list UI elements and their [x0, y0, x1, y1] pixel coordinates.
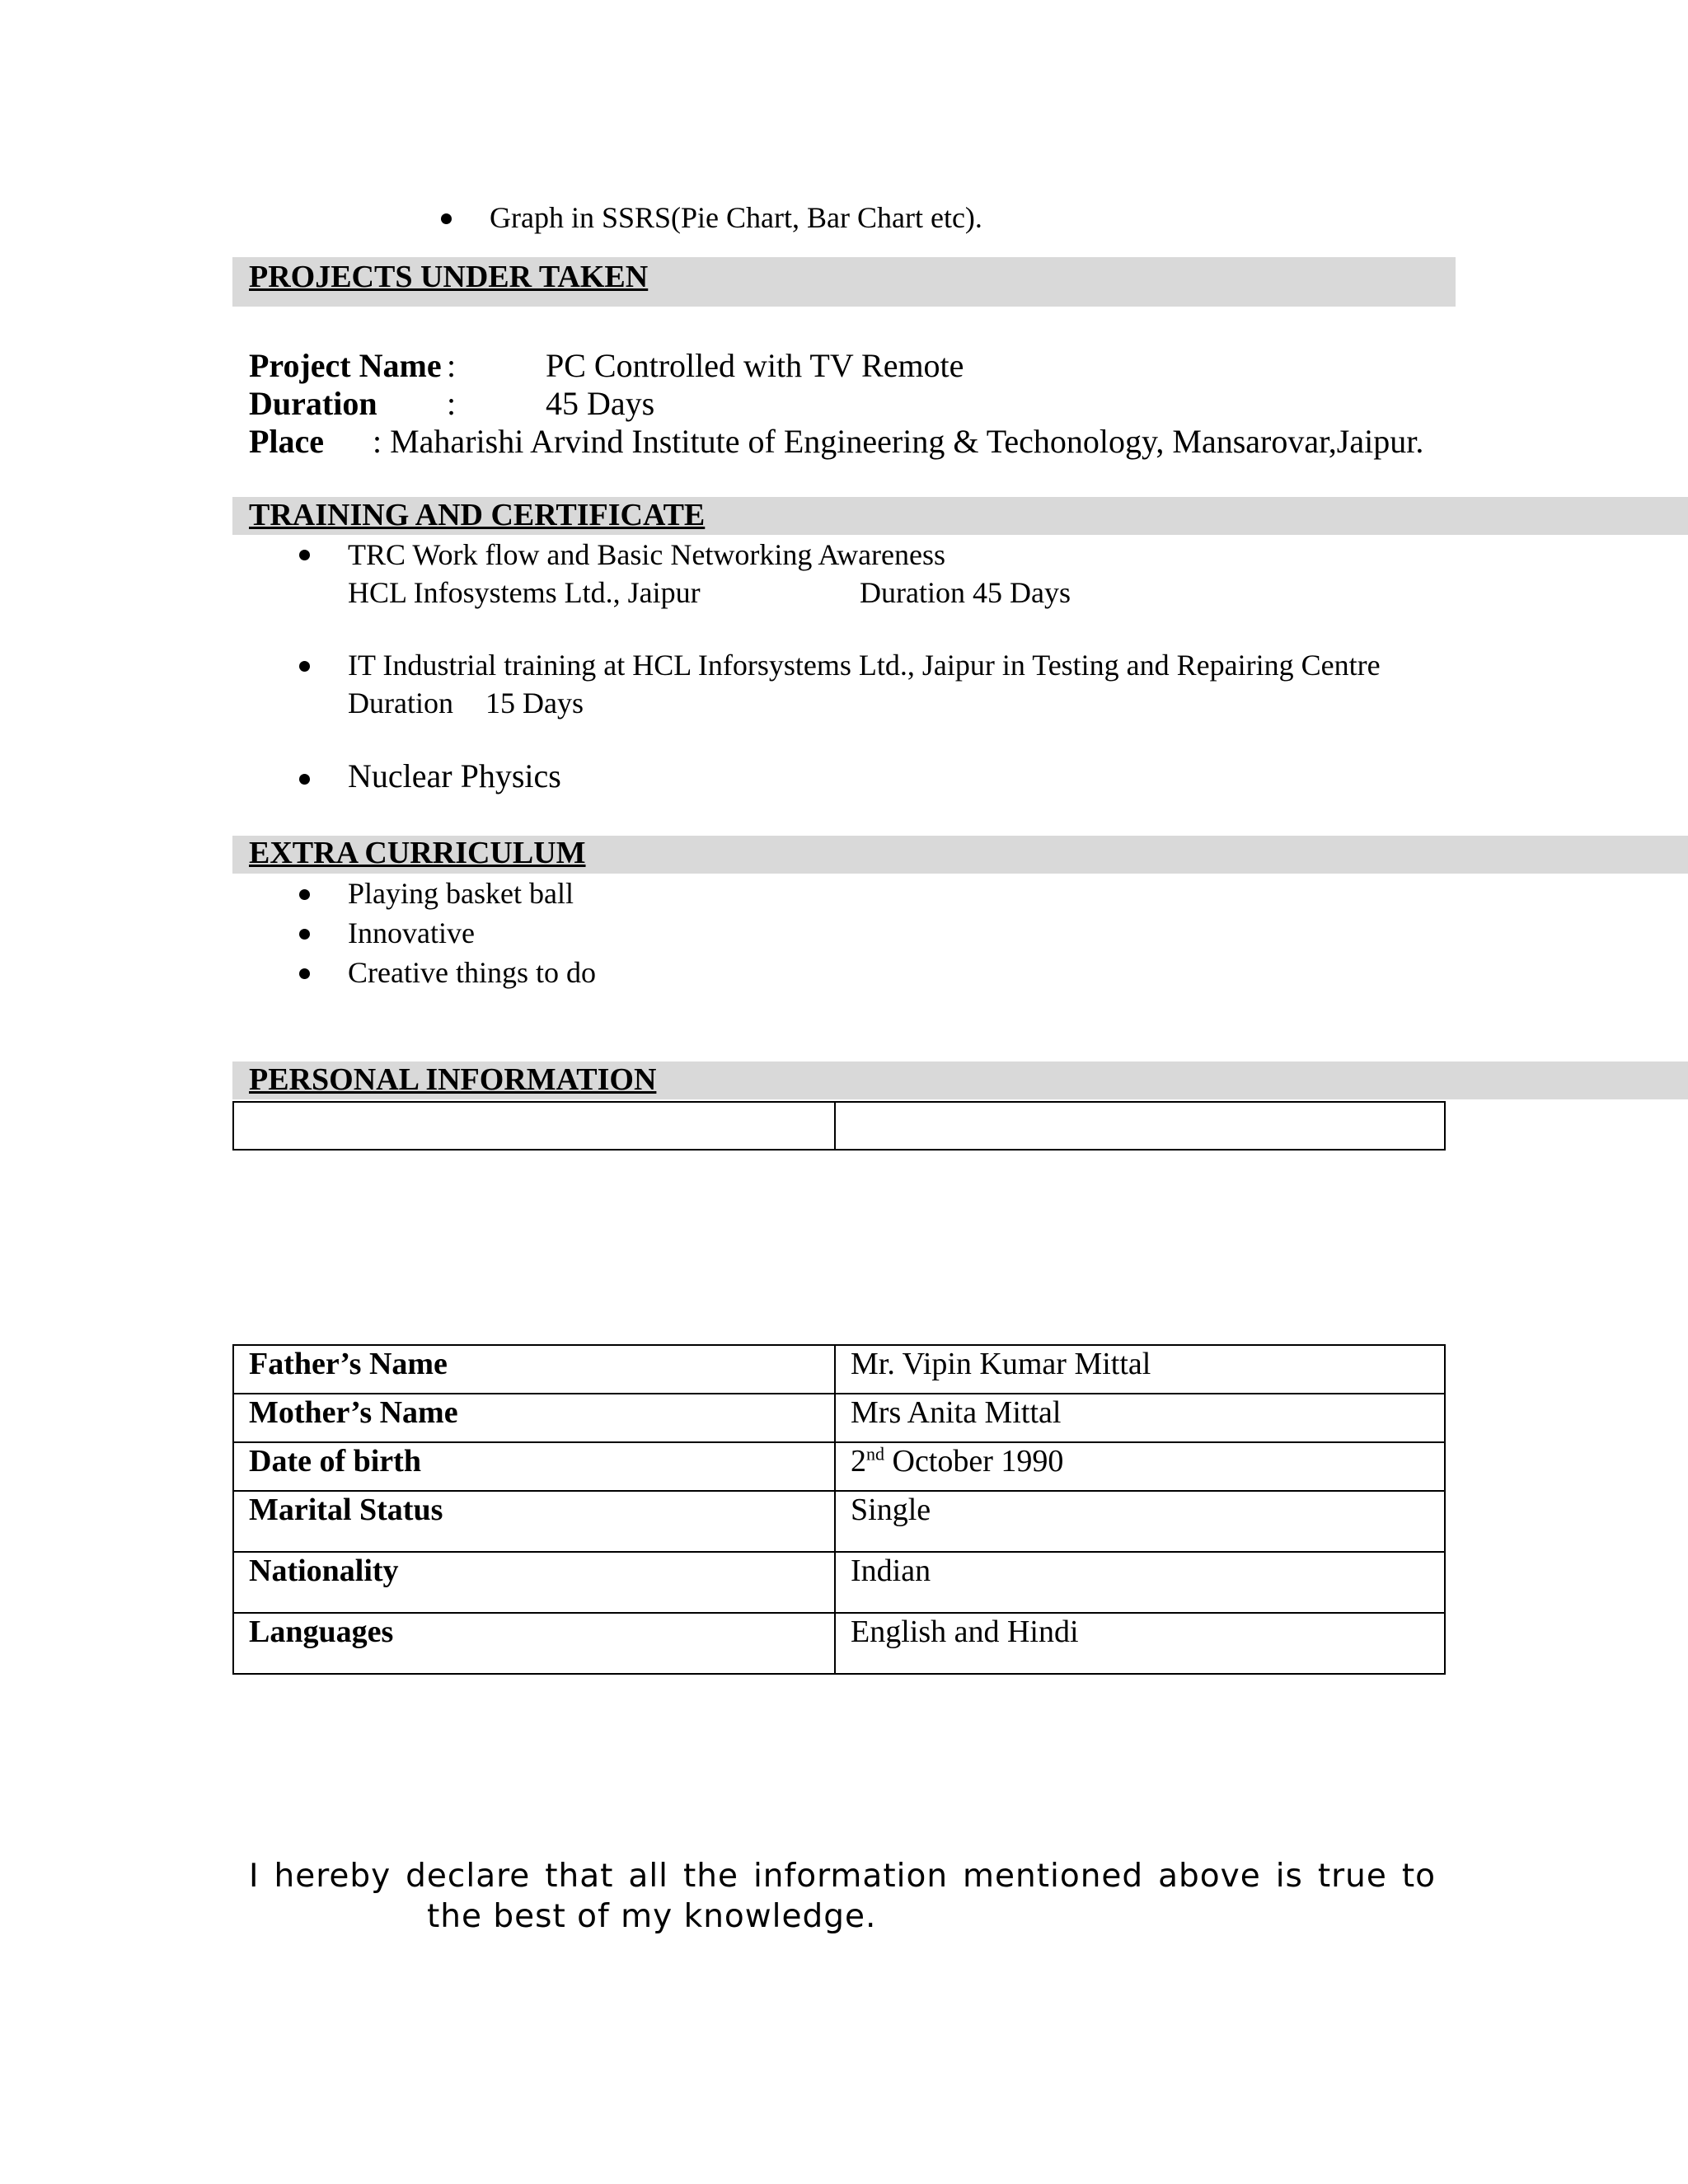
- date-of-birth-label: Date of birth: [233, 1442, 835, 1491]
- languages-value: English and Hindi: [835, 1613, 1445, 1674]
- table-row: [233, 1345, 1445, 1394]
- mothers-name-label: Mother’s Name: [233, 1394, 835, 1442]
- training-item-2-title: IT Industrial training at HCL Inforsystems Ltd., Jaipur in Testing and Repairing Centre: [348, 649, 1381, 682]
- table-row: [233, 1394, 1445, 1442]
- empty-cell: [233, 1102, 835, 1150]
- languages-label: Languages: [233, 1613, 835, 1674]
- fathers-name-label: Father’s Name: [233, 1345, 835, 1394]
- personal-info-table: [232, 1344, 1446, 1675]
- training-item-2-duration-value: 15 Days: [485, 687, 584, 719]
- extra-item: Creative things to do: [348, 956, 596, 989]
- training-heading: TRAINING AND CERTIFICATE: [249, 498, 706, 532]
- declaration-line-1: I hereby declare that all the information mentioned above is true to: [249, 1858, 1436, 1895]
- bullet-icon: [299, 550, 310, 560]
- project-name-colon: :: [447, 347, 457, 384]
- project-place-label: Place: [249, 423, 325, 460]
- project-name-value: PC Controlled with TV Remote: [546, 347, 964, 384]
- table-row: [233, 1613, 1445, 1674]
- training-item-1-duration: Duration 45 Days: [860, 576, 1071, 609]
- projects-heading: PROJECTS UNDER TAKEN: [249, 260, 649, 294]
- table-row: [233, 1442, 1445, 1491]
- top-bullet-text: Graph in SSRS(Pie Chart, Bar Chart etc).: [490, 201, 982, 234]
- project-duration-colon: :: [447, 385, 457, 422]
- personal-heading: PERSONAL INFORMATION: [249, 1062, 657, 1097]
- project-name-label: Project Name: [249, 347, 442, 384]
- project-place-value: : Maharishi Arvind Institute of Engineering & Techonology, Mansarovar,Jaipur.: [373, 423, 1424, 460]
- extra-item: Innovative: [348, 916, 475, 949]
- bullet-icon: [299, 774, 310, 785]
- table-row: [233, 1102, 1445, 1150]
- project-duration-value: 45 Days: [546, 385, 655, 422]
- dob-day: 2: [851, 1444, 866, 1479]
- declaration-line-2: the best of my knowledge.: [427, 1898, 877, 1935]
- bullet-icon: [441, 213, 452, 224]
- fathers-name-value: Mr. Vipin Kumar Mittal: [835, 1345, 1445, 1394]
- training-item-1-title: TRC Work flow and Basic Networking Awareness: [348, 538, 946, 571]
- project-duration-label: Duration: [249, 385, 377, 422]
- training-item-3: Nuclear Physics: [348, 757, 561, 794]
- nationality-label: Nationality: [233, 1552, 835, 1613]
- dob-rest: October 1990: [884, 1444, 1064, 1479]
- marital-status-label: Marital Status: [233, 1491, 835, 1552]
- bullet-icon: [299, 929, 310, 940]
- bullet-icon: [299, 968, 310, 979]
- training-item-1-org: HCL Infosystems Ltd., Jaipur: [348, 576, 701, 609]
- bullet-icon: [299, 889, 310, 900]
- empty-table: [232, 1101, 1446, 1151]
- bullet-icon: [299, 661, 310, 672]
- marital-status-value: Single: [835, 1491, 1445, 1552]
- dob-day-suffix: nd: [866, 1443, 884, 1465]
- extra-heading: EXTRA CURRICULUM: [249, 836, 586, 870]
- date-of-birth-value: [835, 1442, 1445, 1491]
- empty-cell: [835, 1102, 1445, 1150]
- table-row: [233, 1552, 1445, 1613]
- mothers-name-value: Mrs Anita Mittal: [835, 1394, 1445, 1442]
- training-item-2-duration-label: Duration: [348, 687, 453, 719]
- extra-item: Playing basket ball: [348, 877, 574, 910]
- table-row: [233, 1491, 1445, 1552]
- nationality-value: Indian: [835, 1552, 1445, 1613]
